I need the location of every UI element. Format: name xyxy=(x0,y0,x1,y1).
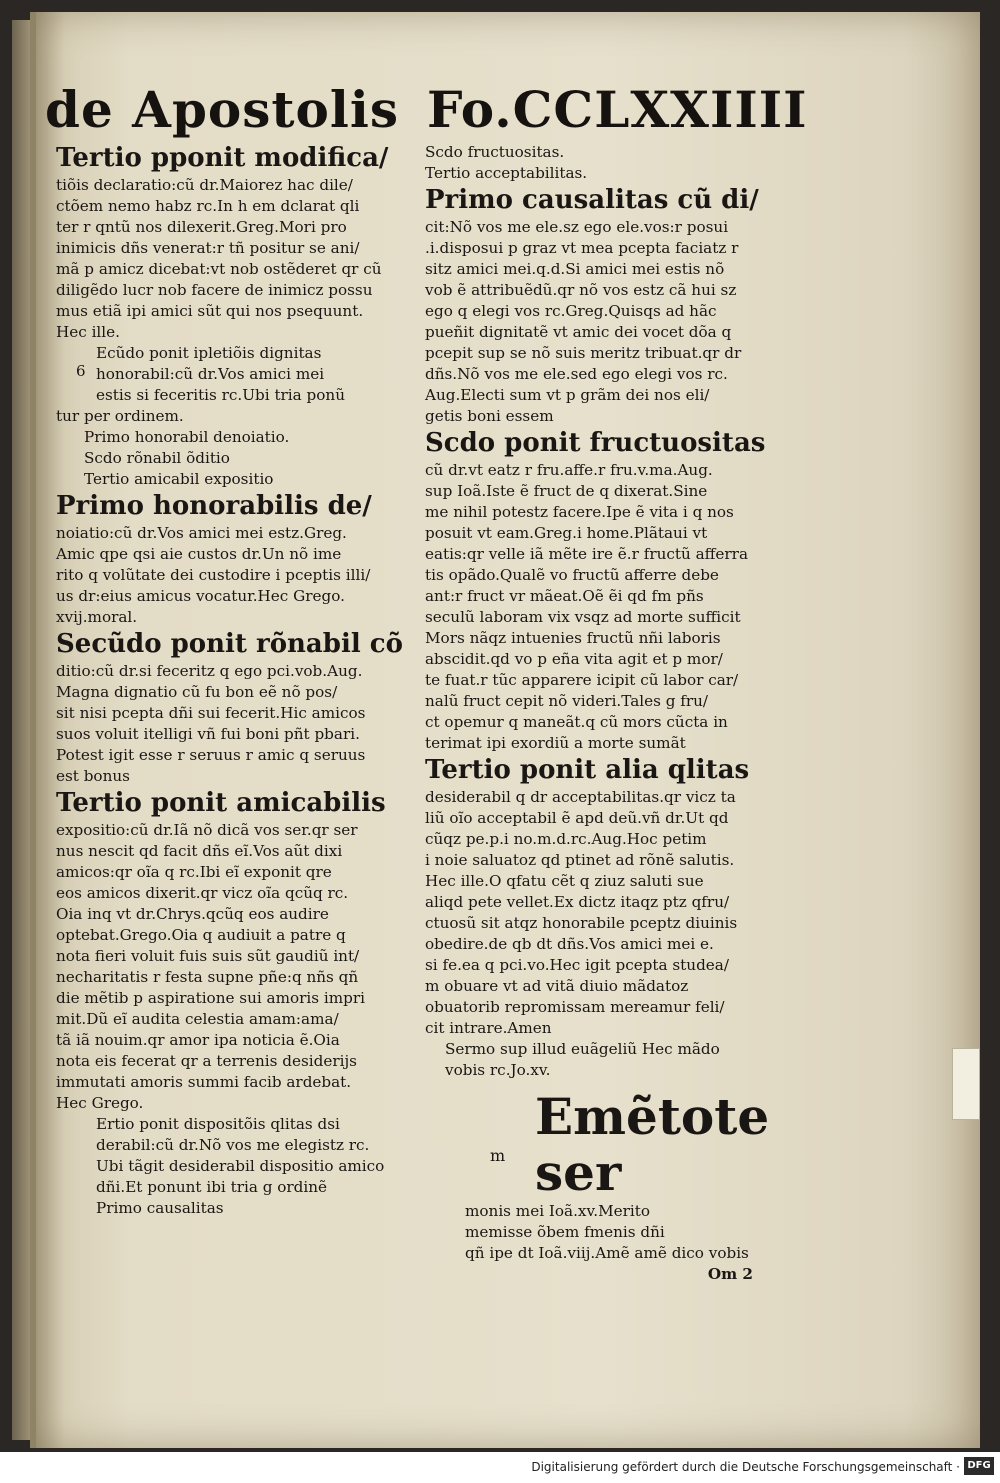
section-heading: Secũdo ponit rõnabil cõ xyxy=(56,629,403,659)
folio-number: Fo.CCLXXIIII xyxy=(427,80,808,139)
text-block: expositio:cũ dr.Iã nõ dicã vos ser.qr ser nus nescit qd facit dñs eĩ.Vos aũt dixi amicos:qr oĩa q rc.Ibi eĩ exponit qre eos amicos dixerit.qr vicz oĩa qcũq rc. Oia inq vt dr.Chrys.qcũq eos audire optebat.Grego.Oia q audiuit a patre q nota fieri voluit fuis suis sũt gaudiũ int/ necharitatis r festa supne pñe:q nñs qñ die mẽtib p aspiratione sui amoris impri mit.Dũ eĩ audita celestia amam:ama/ tã iã nouim.qr amor ipa noticia ẽ.Oia nota eis fecerat qr a terrenis desiderijs immutati amoris summi facib ardebat. Hec Grego. xyxy=(56,821,365,1112)
margin-small-m: m xyxy=(490,1146,506,1165)
text-block: tur per ordinem. xyxy=(56,407,184,425)
text-block: tiõis declaratio:cũ dr.Maiorez hac dile/ ctõem nemo habz rc.In h em dclarat qli ter r qntũ nos dilexerit.Greg.Mori pro inimicis dñs venerat:r tñ positur se ani/ mã p amicz dicebat:vt nob ostẽderet qr cũ diligẽdo lucr nob facere de inimicz possu mus etiã ipi amici sũt qui nos psequunt. Hec ille. xyxy=(56,176,382,341)
text-block: Primo honorabil denoiatio. Scdo rõnabil õditio Tertio amicabil expositio xyxy=(84,428,290,488)
text-block: monis mei Ioã.xv.Merito memisse õbem fmenis dñi qñ ipe dt Ioã.viij.Amẽ amẽ dico vobis xyxy=(465,1202,749,1262)
section-heading: Primo honorabilis de/ xyxy=(56,491,372,521)
dfg-logo: DFG xyxy=(964,1457,994,1475)
text-block: Om 2 xyxy=(707,1265,753,1283)
footer-credit: Digitalisierung gefördert durch die Deutsche Forschungsgemeinschaft · xyxy=(531,1460,960,1474)
text-block: Sermo sup illud euãgeliũ Hec mãdo vobis rc.Jo.xv. xyxy=(445,1040,720,1079)
right-column xyxy=(425,142,773,1285)
footer-bar xyxy=(0,1452,1000,1483)
section-heading: Tertio ponit alia qlitas xyxy=(425,755,750,785)
section-heading: Primo causalitas cũ di/ xyxy=(425,185,759,215)
text-block: Ecũdo ponit ipletiõis dignitas honorabil:cũ dr.Vos amici mei estis si feceritis rc.Ubi tria ponũ xyxy=(96,344,345,404)
text-block: cit:Nõ vos me ele.sz ego ele.vos:r posui .i.disposui p graz vt mea pcepta faciatz r sitz amici mei.q.d.Si amici mei estis nõ vob ẽ attribuẽdũ.qr nõ vos estz cã hui sz ego q elegi vos rc.Greg.Quisqs ad hãc pueñit dignitatẽ vt amic dei vocet dõa q pcepit sup se nõ suis meritz tribuat.qr dr dñs.Nõ vos me ele.sed ego elegi vos rc. Aug.Electi sum vt p grãm dei nos eli/ getis boni essem xyxy=(425,218,742,425)
text-block: noiatio:cũ dr.Vos amici mei estz.Greg. Amic qpe qsi aie custos dr.Un nõ ime rito q volũtate dei custodire i pceptis illi/ us dr:eius amicus vocatur.Hec Grego. xvij.moral. xyxy=(56,524,371,626)
text-block: cũ dr.vt eatz r fru.affe.r fru.v.ma.Aug. sup Ioã.Iste ẽ fruct de q dixerat.Sine me nihil potestz facere.Ipe ẽ vita i q nos posuit vt eam.Greg.i home.Plãtaui vt eatis:qr velle iã mẽte ire ẽ.r fructũ afferra tis opãdo.Qualẽ vo fructũ afferre debe ant:r fruct vr mãeat.Oẽ ẽi qd fm pñs seculũ laboram vix vsqz ad morte sufficit Mors nãqz intuenies fructũ nñi laboris abscidit.qd vo p eña vita agit et p mor/ te fuat.r tũc apparere icipit cũ labor car/ nalũ fruct cepit nõ videri.Tales g fru/ ct opemur q maneãt.q cũ mors cũcta in terimat ipi exordiũ a morte sumãt xyxy=(425,461,748,752)
left-column xyxy=(56,142,408,1219)
page-tab-marker xyxy=(952,1048,980,1120)
section-heading: Tertio ponit amicabilis xyxy=(56,788,386,818)
text-block: ditio:cũ dr.si feceritz q ego pci.vob.Aug. Magna dignatio cũ fu bon eẽ nõ pos/ sit nisi pcepta dñi sui fecerit.Hic amicos suos voluit itelligi vñ fui boni pñt pbari. Potest igit esse r seruus r amic q seruus est bonus xyxy=(56,662,366,785)
text-block: Ertio ponit dispositõis qlitas dsi derabil:cũ dr.Nõ vos me elegistz rc. Ubi tãgit desiderabil dispositio amico dñi.Et ponunt ibi tria g ordinẽ Primo causalitas xyxy=(96,1115,385,1217)
running-title: de Apostolis xyxy=(45,80,400,139)
section-heading: Tertio pponit modifica/ xyxy=(56,143,389,173)
text-block: desiderabil q dr acceptabilitas.qr vicz ta liũ oĩo acceptabil ẽ apd deũ.vñ dr.Ut qd cũqz pe.p.i no.m.d.rc.Aug.Hoc petim i noie saluatoz qd ptinet ad rõnẽ salutis. Hec ille.O qfatu cẽt q ziuz saluti sue aliqd pete vellet.Ex dictz itaqz ptz qfru/ ctuosũ sit atqz honorabile pceptz diuinis obedire.de qb dt dñs.Vos amici mei e. si fe.ea q pci.vo.Hec igit pcepta studea/ m obuare vt ad vitã diuio mãdatoz obuatorib repromissam mereamur feli/ cit intrare.Amen xyxy=(425,788,738,1037)
text-block: Scdo fructuositas. Tertio acceptabilitas. xyxy=(425,143,588,182)
section-heading: Scdo ponit fructuositas xyxy=(425,428,766,458)
margin-mark: 6 xyxy=(76,362,86,380)
sermon-initial: Emẽtote ser xyxy=(535,1087,770,1202)
